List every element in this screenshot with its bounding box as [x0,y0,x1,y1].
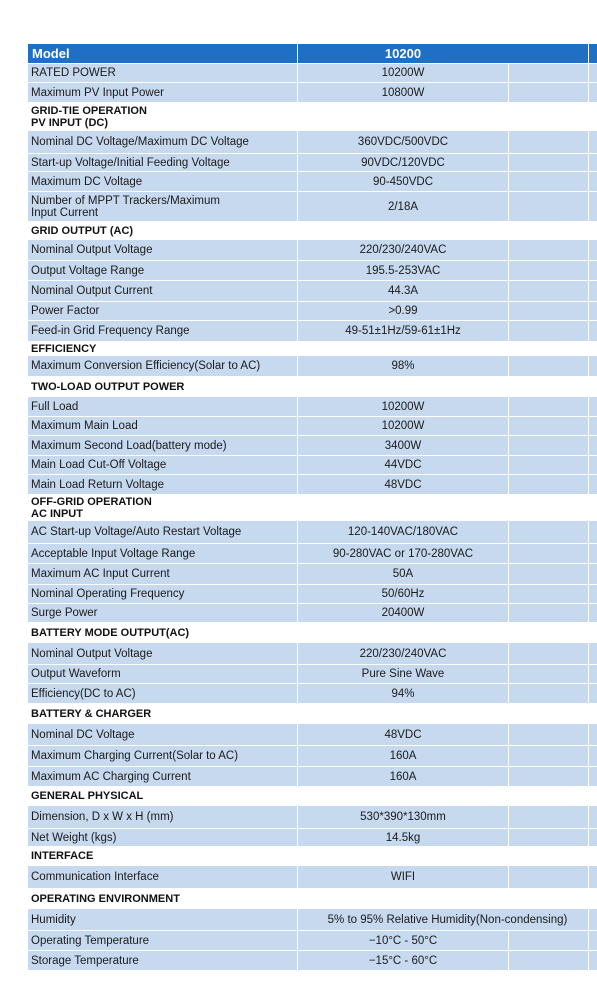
section-heading: BATTERY MODE OUTPUT(AC) [31,626,190,639]
table-header-row [28,44,597,64]
spec-label: Number of MPPT Trackers/Maximum Input Current [31,194,220,219]
spec-value: 530*390*130mm [297,806,508,828]
edge-cell [588,931,597,950]
edge-cell [588,521,597,543]
spec-value: 90-450VDC [297,172,508,191]
spec-label: Maximum Second Load(battery mode) [31,439,227,452]
empty-cell [508,281,588,301]
table-row [28,665,597,684]
table-row [28,521,597,544]
spec-value: −10°C - 50°C [297,931,508,950]
spec-label: Storage Temperature [31,954,139,967]
empty-cell [508,397,588,416]
edge-cell [588,475,597,494]
table-row [28,261,597,281]
edge-cell [588,64,597,82]
spec-label: Operating Temperature [31,934,150,947]
edge-cell [588,564,597,584]
spec-value: 14.5kg [297,829,508,846]
edge-cell [588,684,597,703]
section-heading: OPERATING ENVIRONMENT [31,892,180,905]
section-heading: GRID-TIE OPERATION PV INPUT (DC) [31,104,147,129]
table-row [28,767,597,787]
empty-cell [508,604,588,622]
section-heading: GENERAL PHYSICAL [31,790,144,802]
spec-table [28,44,597,971]
spec-value: 5% to 95% Relative Humidity(Non-condensing) [297,909,597,930]
table-row [28,83,597,103]
spec-value: 120-140VAC/180VAC [297,521,508,543]
spec-value: 44.3A [297,281,508,301]
header-model-value: 10200 [297,44,597,63]
spec-value: 90-280VAC or 170-280VAC [297,544,508,563]
spec-label: Maximum DC Voltage [31,175,143,188]
table-row [28,131,597,154]
section-heading-row [28,342,597,356]
edge-cell [588,172,597,191]
empty-cell [508,521,588,543]
edge-cell [588,665,597,683]
table-row [28,321,597,342]
spec-label: AC Start-up Voltage/Auto Restart Voltage [31,526,242,538]
edge-cell [588,951,597,970]
header-model-label: Model [32,45,70,61]
empty-cell [508,665,588,683]
section-heading-row [28,222,597,240]
spec-label: Nominal DC Voltage [31,728,135,741]
edge-cell [588,456,597,474]
section-heading-row [28,787,597,806]
edge-cell [588,240,597,260]
table-row [28,951,597,971]
empty-cell [508,64,588,82]
spec-value: 10200W [297,417,508,435]
empty-cell [508,192,588,221]
edge-cell [588,356,597,376]
empty-cell [508,83,588,102]
table-row [28,931,597,951]
spec-label: Nominal Output Voltage [31,244,153,256]
spec-value: WIFI [297,866,508,888]
table-row [28,585,597,604]
spec-value: 160A [297,767,508,786]
edge-cell [588,585,597,603]
table-row [28,724,597,746]
spec-label: Humidity [31,913,76,926]
edge-cell [588,806,597,828]
spec-value: Pure Sine Wave [297,665,508,683]
empty-cell [508,321,588,341]
header-edge-cell [588,44,597,63]
table-row [28,397,597,417]
spec-value: 3400W [297,436,508,455]
empty-cell [508,172,588,191]
edge-cell [588,154,597,171]
spec-value: 10200W [297,64,508,82]
table-row [28,417,597,436]
table-row [28,436,597,456]
spec-label: RATED POWER [31,67,116,79]
empty-cell [508,724,588,745]
spec-value: 10800W [297,83,508,102]
edge-cell [588,321,597,341]
spec-value: 90VDC/120VDC [297,154,508,171]
spec-label: Net Weight (kgs) [31,831,117,844]
spec-label: Maximum Main Load [31,420,138,432]
spec-value: 44VDC [297,456,508,474]
table-row [28,456,597,475]
section-heading-row [28,377,597,397]
table-row [28,684,597,704]
spec-label: Start-up Voltage/Initial Feeding Voltage [31,156,230,169]
table-row [28,746,597,767]
section-heading: GRID OUTPUT (AC) [31,224,134,237]
spec-label: Efficiency(DC to AC) [31,687,136,700]
spec-value: 50A [297,564,508,584]
section-heading: TWO-LOAD OUTPUT POWER [31,380,185,393]
spec-value: 20400W [297,604,508,622]
spec-label: Feed-in Grid Frequency Range [31,325,190,337]
table-row [28,909,597,931]
empty-cell [508,356,588,376]
empty-cell [508,436,588,455]
table-row [28,356,597,377]
empty-cell [508,643,588,664]
spec-label: Nominal Output Current [31,285,153,297]
spec-value: 160A [297,746,508,766]
table-row [28,192,597,222]
spec-label: Output Waveform [31,668,121,680]
spec-label: Nominal Output Voltage [31,647,153,660]
spec-value: 360VDC/500VDC [297,131,508,153]
table-body [28,64,597,971]
spec-value: 2/18A [297,192,508,221]
edge-cell [588,281,597,301]
empty-cell [508,417,588,435]
edge-cell [588,544,597,563]
edge-cell [588,724,597,745]
empty-cell [508,585,588,603]
spec-label: Communication Interface [31,871,159,883]
empty-cell [508,866,588,888]
spec-label: Main Load Return Voltage [31,478,164,491]
spec-label: Maximum AC Input Current [31,568,170,580]
table-row [28,643,597,665]
edge-cell [588,643,597,664]
spec-label: Output Voltage Range [31,264,145,277]
empty-cell [508,746,588,766]
spec-label: Maximum Charging Current(Solar to AC) [31,750,239,762]
table-row [28,154,597,172]
edge-cell [588,866,597,888]
table-row [28,475,597,495]
table-row [28,302,597,321]
section-heading-row [28,495,597,521]
edge-cell [588,436,597,455]
empty-cell [508,564,588,584]
section-heading: EFFICIENCY [31,342,97,355]
section-heading-row [28,889,597,909]
spec-label: Maximum PV Input Power [31,86,164,99]
edge-cell [588,397,597,416]
empty-cell [508,302,588,320]
empty-cell [508,240,588,260]
section-heading-row [28,103,597,131]
spec-value: 94% [297,684,508,703]
spec-label: Surge Power [31,607,98,619]
spec-value: >0.99 [297,302,508,320]
empty-cell [508,475,588,494]
section-heading: OFF-GRID OPERATION AC INPUT [31,495,152,520]
table-row [28,240,597,261]
table-row [28,604,597,623]
edge-cell [588,302,597,320]
empty-cell [508,131,588,153]
spec-label: Maximum Conversion Efficiency(Solar to AC) [31,360,261,372]
empty-cell [508,544,588,563]
spec-value: −15°C - 60°C [297,951,508,970]
spec-value: 49-51±1Hz/59-61±1Hz [297,321,508,341]
table-row [28,172,597,192]
table-row [28,64,597,83]
spec-label: Dimension, D x W x H (mm) [31,811,174,823]
edge-cell [588,192,597,221]
spec-value: 220/230/240VAC [297,240,508,260]
edge-cell [588,746,597,766]
empty-cell [508,951,588,970]
table-row [28,806,597,829]
spec-label: Nominal Operating Frequency [31,588,185,600]
edge-cell [588,767,597,786]
spec-label: Main Load Cut-Off Voltage [31,459,167,471]
edge-cell [588,261,597,280]
empty-cell [508,154,588,171]
spec-label: Power Factor [31,305,100,317]
edge-cell [588,604,597,622]
table-row [28,564,597,585]
section-heading-row [28,704,597,724]
spec-value: 220/230/240VAC [297,643,508,664]
empty-cell [508,931,588,950]
table-row [28,866,597,889]
empty-cell [508,684,588,703]
edge-cell [588,829,597,846]
spec-label: Full Load [31,400,79,413]
section-heading: INTERFACE [31,850,94,862]
empty-cell [508,456,588,474]
edge-cell [588,131,597,153]
section-heading: BATTERY & CHARGER [31,707,152,720]
empty-cell [508,261,588,280]
spec-label: Acceptable Input Voltage Range [31,547,196,560]
spec-value: 48VDC [297,724,508,745]
section-heading-row [28,623,597,643]
spec-value: 50/60Hz [297,585,508,603]
edge-cell [588,909,597,930]
table-row [28,544,597,564]
empty-cell [508,806,588,828]
spec-value: 98% [297,356,508,376]
spec-label: Maximum AC Charging Current [31,770,191,783]
spec-label: Nominal DC Voltage/Maximum DC Voltage [31,136,249,148]
section-heading-row [28,847,597,866]
spec-value: 48VDC [297,475,508,494]
empty-cell [508,829,588,846]
spec-value: 195.5-253VAC [297,261,508,280]
table-row [28,281,597,302]
edge-cell [588,83,597,102]
table-row [28,829,597,847]
spec-value: 10200W [297,397,508,416]
edge-cell [588,417,597,435]
empty-cell [508,767,588,786]
